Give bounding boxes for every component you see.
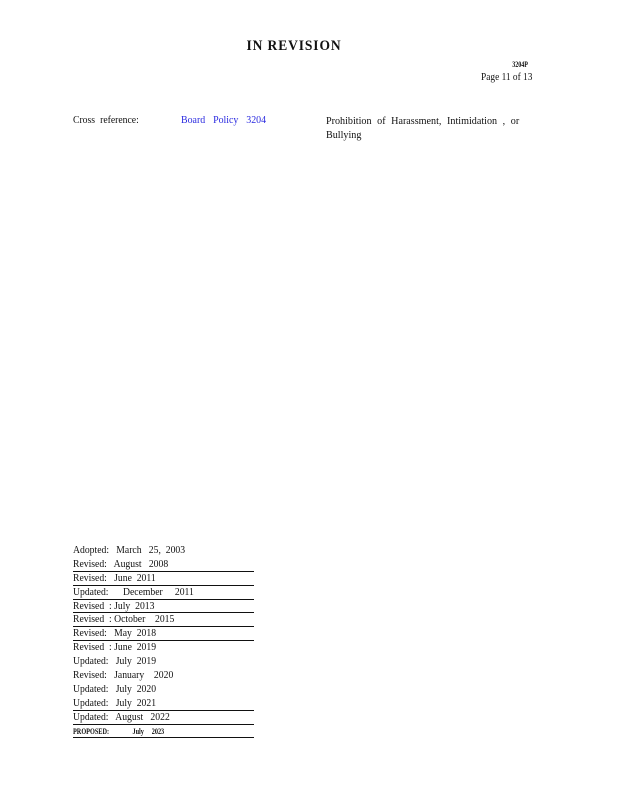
history-entry: Updated: August 2022 (73, 711, 254, 725)
revision-history (73, 544, 254, 738)
history-entry: Revised: August 2008 (73, 558, 254, 572)
history-entry: Updated: December 2011 (73, 586, 254, 600)
history-entry: Adopted: March 25, 2003 (73, 544, 186, 556)
history-entry: Revised : June 2019 (73, 641, 157, 654)
cross-reference-label: Cross reference: (73, 114, 139, 126)
page-number: Page 11 of 13 (480, 71, 532, 83)
history-entry: Revised : October 2015 (73, 613, 254, 627)
history-entry: Revised : July 2013 (73, 600, 254, 614)
history-entry: Revised: January 2020 (73, 669, 174, 682)
document-code: 3204P (512, 60, 528, 69)
policy-title: Prohibition of Harassment, Intimidation , or Bullying (326, 115, 520, 141)
history-entry: Updated: July 2019 (73, 655, 157, 668)
history-entry-proposed: PROPOSED: July 2023 (73, 725, 254, 739)
history-entry: Revised: June 2011 (73, 572, 254, 586)
page-title: IN REVISION (246, 38, 342, 54)
history-entry: Updated: July 2021 (73, 697, 254, 711)
board-policy-link[interactable]: Board Policy 3204 (181, 114, 267, 126)
history-entry: Revised: May 2018 (73, 627, 254, 641)
history-entry: Updated: July 2020 (73, 682, 157, 695)
